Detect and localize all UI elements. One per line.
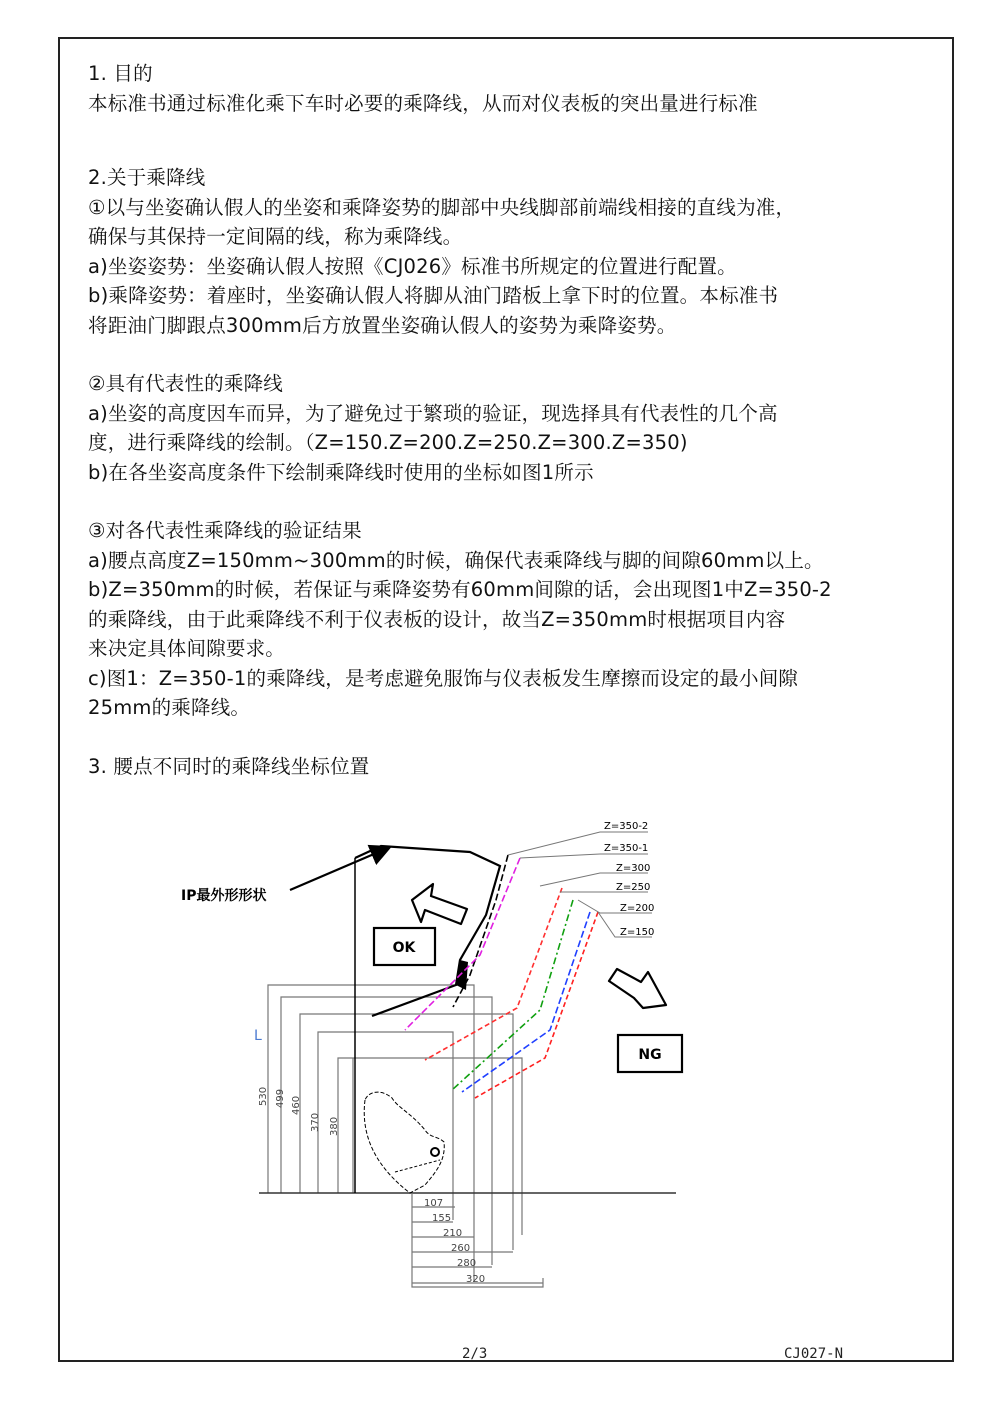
dim-v-380: 380 (329, 1116, 340, 1136)
ingress-lines (405, 855, 598, 1098)
label-z250: Z=250 (616, 882, 651, 893)
dim-v-499: 499 (275, 1088, 286, 1108)
dim-h-107: 107 (424, 1198, 444, 1209)
section-2-part3-line: ③对各代表性乘降线的验证结果 (88, 519, 362, 542)
section-3-heading: 3. 腰点不同时的乘降线坐标位置 (88, 754, 370, 778)
dim-v-460: 460 (291, 1095, 302, 1115)
vertical-dimension-labels (258, 1087, 340, 1136)
dim-h-280: 280 (457, 1258, 477, 1269)
section-2-part2-line: a)坐姿的高度因车而异，为了避免过于繁琐的验证，现选择具有代表性的几个高 (88, 401, 778, 425)
section-2-part3-line: 来决定具体间隙要求。 (88, 637, 286, 660)
ok-label: OK (392, 940, 416, 956)
horizontal-dimension-labels (424, 1198, 485, 1285)
section-2-part1-line: a)坐姿姿势：坐姿确认假人按照《CJ026》标准书所规定的位置进行配置。 (88, 254, 737, 278)
dim-h-210: 210 (443, 1228, 463, 1239)
section-2-part2-line: b)在各坐姿高度条件下绘制乘降线时使用的坐标如图1所示 (88, 460, 594, 484)
section-2-part1-line: 确保与其保持一定间隔的线，称为乘降线。 (88, 225, 463, 248)
section-2-part1-line: b)乘降姿势：着座时，坐姿确认假人将脚从油门踏板上拿下时的位置。本标准书 (88, 284, 779, 307)
label-z150: Z=150 (620, 927, 655, 938)
dim-h-260: 260 (451, 1243, 471, 1254)
page-number: 2/3 (462, 1346, 488, 1362)
section-1-heading: 1. 目的 (88, 62, 153, 85)
section-2-part3-line: 的乘降线，由于此乘降线不利于仪表板的设计，故当Z=350mm时根据项目内容 (88, 607, 786, 631)
section-2-part1-line: ①以与坐姿确认假人的坐姿和乘降姿势的脚部中央线脚部前端线相接的直线为准， (88, 195, 796, 219)
foot-outline (364, 1092, 444, 1193)
ng-label: NG (638, 1047, 662, 1063)
section-2-part3-line: b)Z=350mm的时候，若保证与乘降姿势有60mm间隙的话，会出现图1中Z=350-2 (88, 578, 832, 601)
line-labels (604, 821, 654, 938)
section-2-part3-line: c)图1：Z=350-1的乘降线，是考虑避免服饰与仪表板发生摩擦而设定的最小间隙 (88, 666, 799, 690)
dim-h-155: 155 (432, 1213, 452, 1224)
label-z350-1: Z=350-1 (604, 843, 649, 854)
ok-arrow (412, 884, 467, 924)
label-z300: Z=300 (616, 863, 651, 874)
section-1-text: 本标准书通过标准化乘下车时必要的乘降线，从而对仪表板的突出量进行标准 (88, 91, 758, 115)
ng-arrow (609, 969, 666, 1008)
section-2-part1-line: 将距油门脚跟点300mm后方放置坐姿确认假人的姿势为乘降姿势。 (88, 313, 677, 337)
ip-outer-shape-label: IP最外形形状 (181, 888, 267, 904)
dim-v-530: 530 (258, 1086, 269, 1106)
section-2-part2-line: 度，进行乘降线的绘制。（Z=150.Z=200.Z=250.Z=300.Z=350) (88, 431, 688, 454)
ip-label-arrow (290, 848, 388, 890)
dim-h-320: 320 (466, 1274, 486, 1285)
label-z350-2: Z=350-2 (604, 821, 649, 832)
l-mark: L (254, 1028, 262, 1044)
section-2-heading: 2.关于乘降线 (88, 166, 206, 189)
line-z200 (462, 912, 590, 1092)
dim-v-370: 370 (310, 1112, 321, 1132)
dimension-frames (259, 985, 676, 1287)
section-2-part3-line: a)腰点高度Z=150mm~300mm的时候，确保代表乘降线与脚的间隙60mm以上。 (88, 548, 824, 572)
section-2-part2-line: ②具有代表性的乘降线 (88, 372, 283, 395)
section-2-part3-line: 25mm的乘降线。 (88, 696, 251, 719)
document-code: CJ027-N (784, 1346, 844, 1362)
label-z200: Z=200 (620, 903, 655, 914)
